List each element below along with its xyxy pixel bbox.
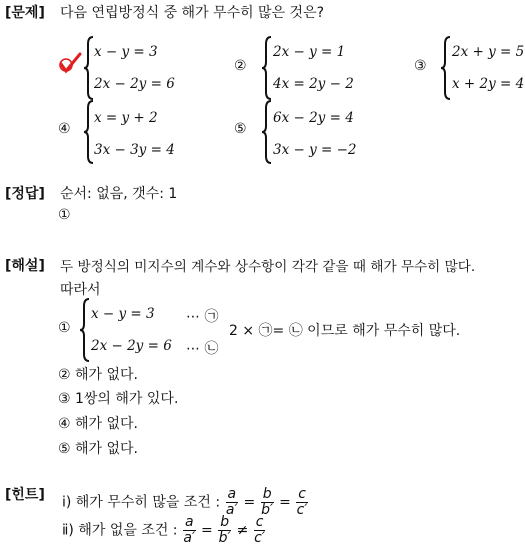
option-4-brace [84, 100, 94, 168]
option-1-checkmark [56, 52, 80, 76]
check-icon [56, 52, 82, 76]
hint-1-label: ⅰ) 해가 무수히 많을 조건 : [62, 494, 221, 511]
fraction-c-over-cprime: $\frac{c}{c'}$ [296, 486, 308, 518]
fraction-c-over-cprime: $\frac{c}{c'}$ [254, 514, 266, 546]
explanation-line1: 두 방정식의 미지수의 계수와 상수항이 각각 같을 때 해가 무수히 많다. [60, 259, 476, 275]
option-2-number: ② [234, 58, 247, 74]
option-3-eq2: x + 2y = 4 [452, 76, 525, 92]
option-3-eq1: 2x + y = 5 [452, 44, 525, 60]
option-1-eq2: 2x − 2y = 6 [94, 76, 175, 92]
option-3-brace [441, 36, 451, 104]
explanation-item2: ② 해가 없다. [58, 367, 138, 383]
equals-sign: = [279, 494, 291, 511]
explanation-item1-mark2: ⋯ ㉡ [186, 341, 219, 357]
not-equals-sign: ≠ [236, 522, 249, 539]
option-4-number: ④ [58, 121, 71, 137]
explanation-item1-number: ① [58, 320, 71, 336]
option-1-eq1: x − y = 3 [94, 44, 158, 60]
option-2-eq2: 4x = 2y − 2 [273, 76, 354, 92]
fraction-b-over-bprime: $\frac{b}{b'}$ [261, 486, 274, 518]
option-1-brace [84, 36, 94, 104]
problem-question: 다음 연립방정식 중 해가 무수히 많은 것은? [60, 5, 325, 21]
hint-line2 [62, 515, 266, 546]
option-4-eq2: 3x − 3y = 4 [94, 142, 175, 158]
option-2-brace [262, 36, 272, 104]
fraction-a-over-aprime: $\frac{a}{a'}$ [225, 486, 238, 518]
option-3-number: ③ [414, 58, 427, 74]
explanation-line2: 따라서 [60, 282, 101, 298]
explanation-item3: ③ 1쌍의 해가 있다. [58, 391, 179, 407]
option-4-eq1: x = y + 2 [94, 110, 158, 126]
explanation-tag: [해설] [5, 258, 45, 274]
answer-choice: ① [58, 207, 71, 223]
option-2-eq1: 2x − y = 1 [273, 44, 346, 60]
option-5-number: ⑤ [234, 121, 247, 137]
explanation-item1-brace [80, 298, 90, 366]
explanation-item1-eq2: 2x − 2y = 6 [91, 338, 172, 354]
problem-tag: [문제] [5, 5, 45, 21]
explanation-item1-mark1: ⋯ ㉠ [186, 309, 219, 325]
answer-tag: [정답] [5, 186, 45, 202]
equals-sign: = [201, 522, 213, 539]
option-5-brace [262, 100, 272, 168]
option-5-eq1: 6x − 2y = 4 [273, 110, 354, 126]
fraction-b-over-bprime: $\frac{b}{b'}$ [218, 514, 231, 546]
explanation-item1-text: 2 × ㉠= ㉡ 이므로 해가 무수히 많다. [229, 323, 461, 339]
fraction-a-over-aprime: $\frac{a}{a'}$ [183, 514, 196, 546]
answer-line: 순서: 없음, 갯수: 1 [60, 186, 178, 202]
hint-tag: [힌트] [5, 487, 45, 503]
explanation-item5: ⑤ 해가 없다. [58, 441, 138, 457]
explanation-item4: ④ 해가 없다. [58, 416, 138, 432]
option-5-eq2: 3x − y = −2 [273, 142, 357, 158]
equals-sign: = [243, 494, 256, 511]
explanation-item1-eq1: x − y = 3 [91, 306, 155, 322]
hint-2-label: ⅱ) 해가 없을 조건 : [62, 522, 178, 539]
